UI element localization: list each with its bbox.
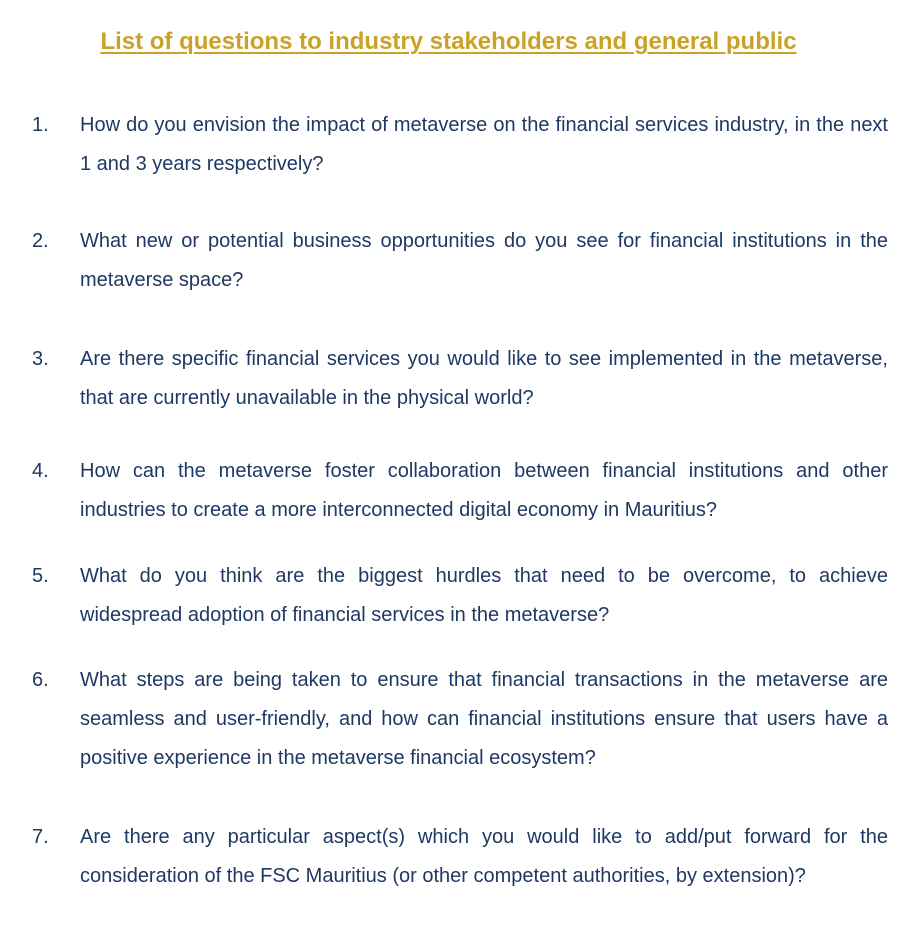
question-text: What do you think are the biggest hurdles that need to be overcome, to achieve widespread adoption of financial services in the metaverse? xyxy=(80,565,888,626)
question-text: How do you envision the impact of metaverse on the financial services industry, in the next 1 and 3 years respectively? xyxy=(80,114,888,175)
question-text: What steps are being taken to ensure that financial transactions in the metaverse are seamless and user-friendly, and how can financial institutions ensure that users have a positive experience in the metaverse financial ecosystem? xyxy=(80,669,888,769)
page-title: List of questions to industry stakeholders and general public xyxy=(100,28,797,55)
question-number: 2. xyxy=(32,230,49,252)
question-number: 5. xyxy=(32,565,49,587)
question-text: Are there specific financial services you would like to see implemented in the metaverse, that are currently unavailable in the physical world? xyxy=(80,348,888,409)
question-number: 4. xyxy=(32,460,49,482)
question-number: 6. xyxy=(32,669,49,691)
question-text: What new or potential business opportunities do you see for financial institutions in the metaverse space? xyxy=(80,230,888,291)
question-text: How can the metaverse foster collaboration between financial institutions and other industries to create a more interconnected digital economy in Mauritius? xyxy=(80,460,888,521)
question-number: 3. xyxy=(32,348,49,370)
question-number: 7. xyxy=(32,826,49,848)
question-text: Are there any particular aspect(s) which you would like to add/put forward for the consideration of the FSC Mauritius (or other competent authorities, by extension)? xyxy=(80,826,888,887)
question-number: 1. xyxy=(32,114,49,136)
